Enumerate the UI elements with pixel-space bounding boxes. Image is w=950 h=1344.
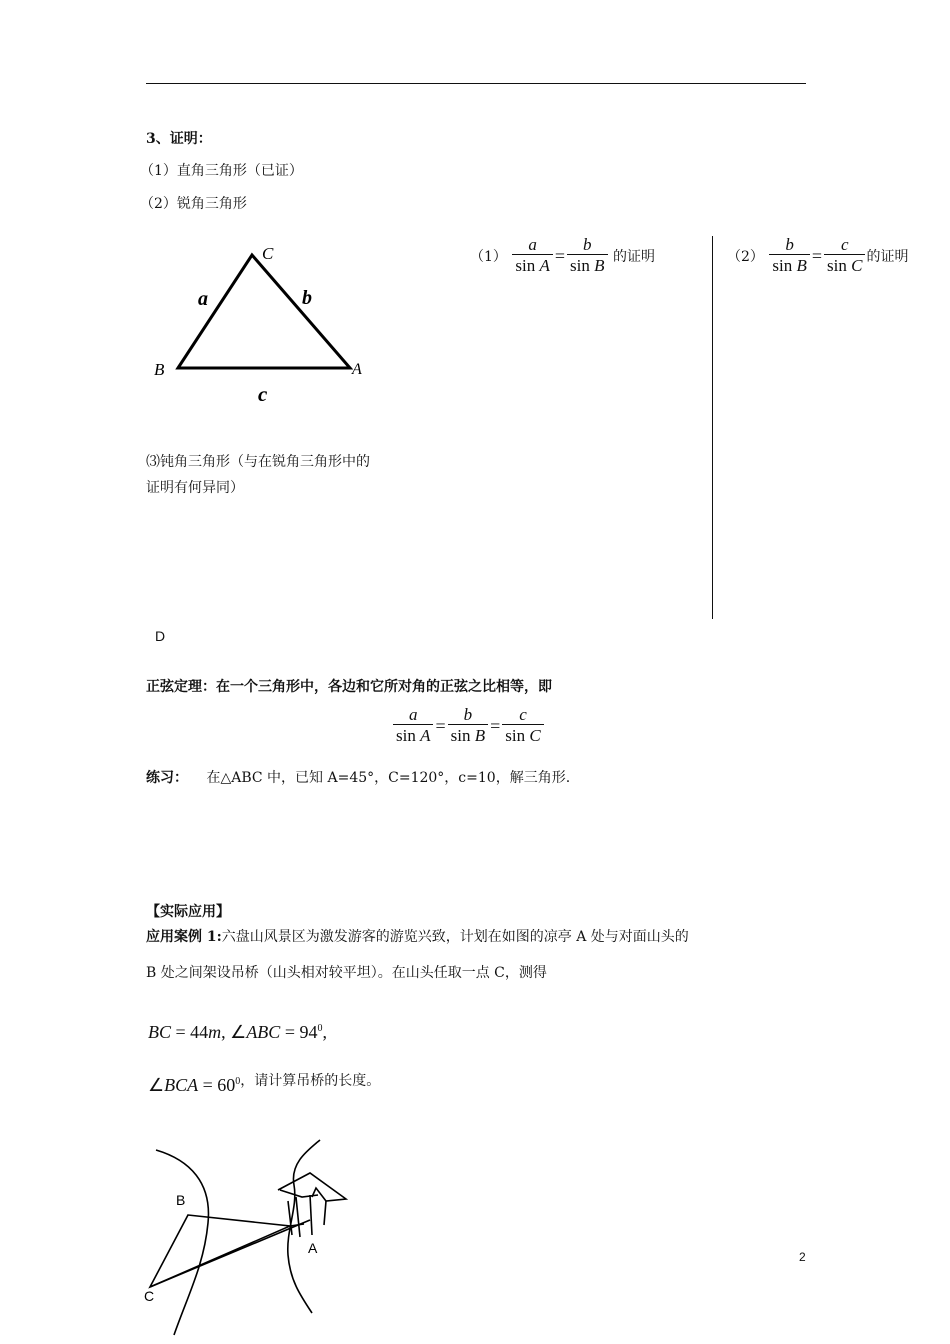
- denominator: sin B: [567, 254, 607, 276]
- acute-triangle-diagram: [140, 236, 380, 416]
- denominator: sin B: [769, 254, 809, 276]
- pavilion-eave: [280, 1190, 318, 1197]
- sketch-label-a: A: [308, 1240, 318, 1256]
- proof-2-heading: [727, 236, 908, 276]
- sight-line-ca: [150, 1220, 310, 1287]
- sketch-label-c: C: [144, 1288, 155, 1304]
- pavilion-post: [310, 1195, 312, 1235]
- given-bc-abc: BC = 44m, ∠ABC = $94^0$,: [148, 1022, 327, 1042]
- numerator: c: [840, 235, 849, 254]
- item-right-triangle: （1）直角三角形（已证）: [140, 163, 303, 179]
- vertex-b: B: [154, 360, 165, 379]
- left-hill-curve: [156, 1150, 208, 1335]
- side-a: a: [198, 288, 208, 310]
- side-b: b: [302, 287, 312, 309]
- equals-sign: =: [811, 245, 823, 266]
- numerator: b: [785, 235, 794, 254]
- item-acute-triangle: （2）锐角三角形: [140, 196, 247, 212]
- case-1: [146, 926, 689, 946]
- numerator: a: [528, 235, 537, 254]
- exercise-text: 在△ABC 中，已知 A=45°，C=120°，c=10，解三角形.: [206, 770, 571, 786]
- vertex-a: A: [352, 361, 362, 378]
- given-bca-line: [148, 1070, 380, 1096]
- side-c: c: [258, 382, 268, 406]
- item-obtuse-line1: ⑶钝角三角形（与在锐角三角形中的: [146, 454, 370, 470]
- case-label: 应用案例 1:: [146, 929, 222, 945]
- denominator: sin C: [824, 254, 865, 276]
- page-number: 2: [799, 1250, 806, 1264]
- vertex-c: C: [262, 244, 274, 263]
- denominator: sin A: [512, 254, 552, 276]
- bridge-sketch-diagram: [140, 1135, 360, 1340]
- sketch-label-b: B: [176, 1192, 186, 1208]
- pavilion-post: [296, 1197, 300, 1237]
- equals-sign: =: [554, 245, 566, 266]
- fraction-a-over-sinA: [512, 236, 552, 276]
- fraction-a-over-sinA: $\frac{a}{\text{sin A}}$: [393, 706, 433, 746]
- fraction-b-over-sinB: $\frac{b}{\text{sin B}}$: [448, 706, 488, 746]
- numerator: b: [583, 235, 592, 254]
- exercise-label: 练习：: [146, 770, 188, 786]
- proof-2-suffix: 的证明: [866, 249, 909, 265]
- proof-2-prefix: （2）: [727, 249, 764, 265]
- fraction-c-over-sinC: $\frac{c}{\text{sin C}}$: [502, 706, 543, 746]
- column-divider: [712, 236, 713, 619]
- case-text: 六盘山风景区为激发游客的游览兴致，计划在如图的凉亭 A 处与对面山头的: [221, 929, 689, 945]
- pavilion-post: [324, 1201, 326, 1225]
- proof-1-heading: [470, 236, 655, 276]
- question-text: ，请计算吊桥的长度。: [240, 1073, 381, 1089]
- proof-heading: 3、证明：: [146, 131, 212, 147]
- triangle-abc: [150, 1215, 290, 1287]
- label-d: D: [155, 628, 166, 644]
- sine-law-formula: [392, 706, 545, 746]
- item-obtuse-line2: 证明有何异同）: [146, 480, 244, 496]
- triangle-shape: [178, 255, 350, 368]
- pavilion-roof: [278, 1173, 346, 1201]
- case-line-2: B 处之间架设吊桥（山头相对较平坦）。在山头任取一点 C，测得: [146, 965, 547, 981]
- exercise: [146, 767, 570, 787]
- given-bca: ∠BCA = $60^0$: [148, 1075, 241, 1095]
- fraction-b-over-sinB: [769, 236, 809, 276]
- proof-1-prefix: （1）: [470, 249, 507, 265]
- fraction-c-over-sinC: [824, 236, 865, 276]
- sine-theorem-statement: 正弦定理：在一个三角形中，各边和它所对角的正弦之比相等，即: [146, 679, 552, 695]
- equals-sign: =: [490, 715, 501, 736]
- header-rule: [146, 83, 806, 84]
- fraction-b-over-sinB: [567, 236, 607, 276]
- equals-sign: =: [435, 715, 446, 736]
- section-title: 【实际应用】: [146, 904, 230, 920]
- proof-1-suffix: 的证明: [612, 249, 655, 265]
